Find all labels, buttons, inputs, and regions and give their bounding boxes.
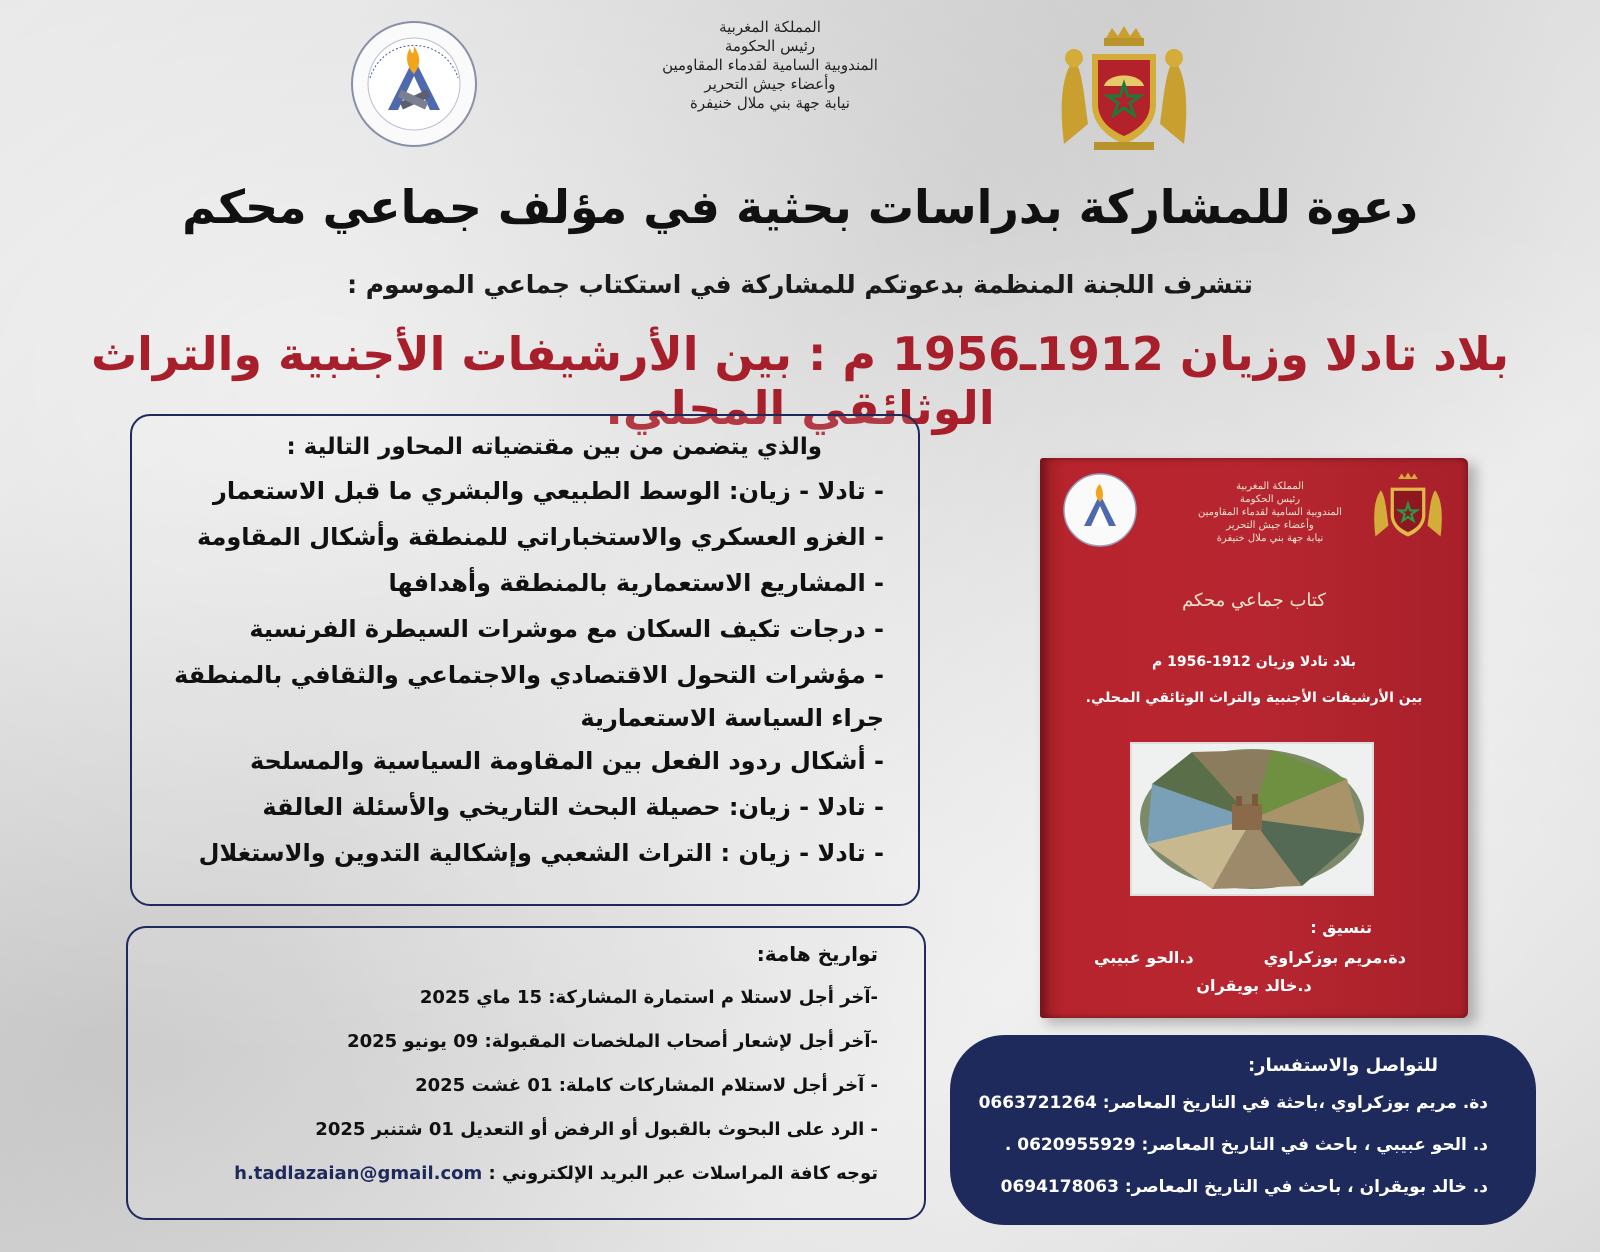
contact-heading: للتواصل والاستفسار: <box>1247 1055 1438 1076</box>
book-coordinators-row <box>1080 948 1420 967</box>
subtitle: تتشرف اللجنة المنظمة بدعوتكم للمشاركة في استكتاب جماعي الموسوم : <box>347 270 1253 299</box>
hcar-logo <box>348 18 480 150</box>
header-line: رئيس الحكومة <box>724 37 816 55</box>
main-title: دعوة للمشاركة بدراسات بحثية في مؤلف جماعي محكم <box>182 180 1418 234</box>
book-title-line1: بلاد تادلا وزيان 1912-1956 م <box>1152 654 1356 670</box>
email-link[interactable]: h.tadlazaian@gmail.com <box>234 1163 483 1184</box>
book-coat-of-arms <box>1370 470 1446 546</box>
axes-box <box>130 414 920 906</box>
axis-item: - تادلا - زيان: حصيلة البحث التاريخي والأسئلة العالقة <box>262 793 884 821</box>
dates-box <box>126 926 926 1220</box>
book-title-heading: بلاد تادلا وزيان 1912ـ1956 م : بين الأرشيفات الأجنبية والتراث الوثائقي المحلي. <box>90 327 1510 435</box>
dates-heading: تواريخ هامة: <box>756 942 878 966</box>
book-coordinator: د.الحو عبيبي <box>1094 948 1194 967</box>
header-line: المملكة المغربية <box>719 18 821 36</box>
header-line: نيابة جهة بني ملال خنيفرة <box>690 94 850 112</box>
date-item: - آخر أجل لاستلام المشاركات كاملة: 01 غشت 2025 <box>415 1075 878 1096</box>
book-header <box>1160 480 1380 545</box>
book-title-line2: بين الأرشيفات الأجنبية والتراث الوثائقي المحلي. <box>1085 690 1423 706</box>
book-coordinator: دة.مريم بوزكراوي <box>1263 948 1406 967</box>
axis-item: - أشكال ردود الفعل بين المقاومة السياسية والمسلحة <box>249 747 884 775</box>
book-header-line: نيابة جهة بني ملال خنيفرة <box>1216 533 1324 544</box>
axis-item: - تادلا - زيان : التراث الشعبي وإشكالية التدوين والاستغلال <box>198 839 884 867</box>
book-coordination-label: تنسيق : <box>1310 918 1372 937</box>
coat-of-arms-logo <box>1054 24 1194 159</box>
book-hcar-logo <box>1062 472 1138 548</box>
header-institution <box>620 18 920 113</box>
book-photo-collage <box>1130 742 1374 896</box>
axis-item: جراء السياسة الاستعمارية <box>580 704 884 732</box>
date-item: -آخر أجل لاستلا م استمارة المشاركة: 15 ماي 2025 <box>419 987 878 1008</box>
book-header-line: المندوبية السامية لقدماء المقاومين <box>1198 507 1342 518</box>
email-line <box>158 1152 878 1196</box>
book-header-line: رئيس الحكومة <box>1239 494 1301 505</box>
axes-intro: والذي يتضمن من بين مقتضياته المحاور التالية : <box>286 434 822 460</box>
contact-item: دة. مريم بوزكراوي ،باحثة في التاريخ المعاصر: 0663721264 <box>978 1093 1488 1113</box>
date-item: -آخر أجل لإشعار أصحاب الملخصات المقبولة: 09 يونيو 2025 <box>347 1031 878 1052</box>
date-item: - الرد على البحوث بالقبول أو الرفض أو التعديل 01 شتنبر 2025 <box>315 1119 878 1140</box>
email-label: توجه كافة المراسلات عبر البريد الإلكتروني : <box>488 1163 878 1184</box>
book-script-title: كتاب جماعي محكم <box>1182 590 1326 611</box>
book-header-line: وأعضاء جيش التحرير <box>1226 520 1314 531</box>
book-cover <box>1040 458 1468 1018</box>
contact-item: د. خالد بويقران ، باحث في التاريخ المعاصر: 0694178063 <box>1000 1177 1488 1197</box>
axis-item: - الغزو العسكري والاستخباراتي للمنطقة وأشكال المقاومة <box>196 523 884 551</box>
book-coordinator: د.خالد بويقران <box>1196 976 1312 995</box>
axis-item: - درجات تكيف السكان مع موشرات السيطرة الفرنسية <box>249 615 884 643</box>
axis-item: - تادلا - زيان: الوسط الطبيعي والبشري ما قبل الاستعمار <box>213 477 884 505</box>
header-line: المندوبية السامية لقدماء المقاومين <box>662 56 878 74</box>
header-line: وأعضاء جيش التحرير <box>704 75 836 93</box>
book-header-line: المملكة المغربية <box>1236 481 1304 492</box>
contact-box <box>950 1035 1536 1225</box>
axis-item: - مؤشرات التحول الاقتصادي والاجتماعي والثقافي بالمنطقة <box>174 661 884 689</box>
contact-item: د. الحو عبيبي ، باحث في التاريخ المعاصر: 0620955929 . <box>1004 1135 1488 1155</box>
axis-item: - المشاريع الاستعمارية بالمنطقة وأهدافها <box>388 569 884 597</box>
